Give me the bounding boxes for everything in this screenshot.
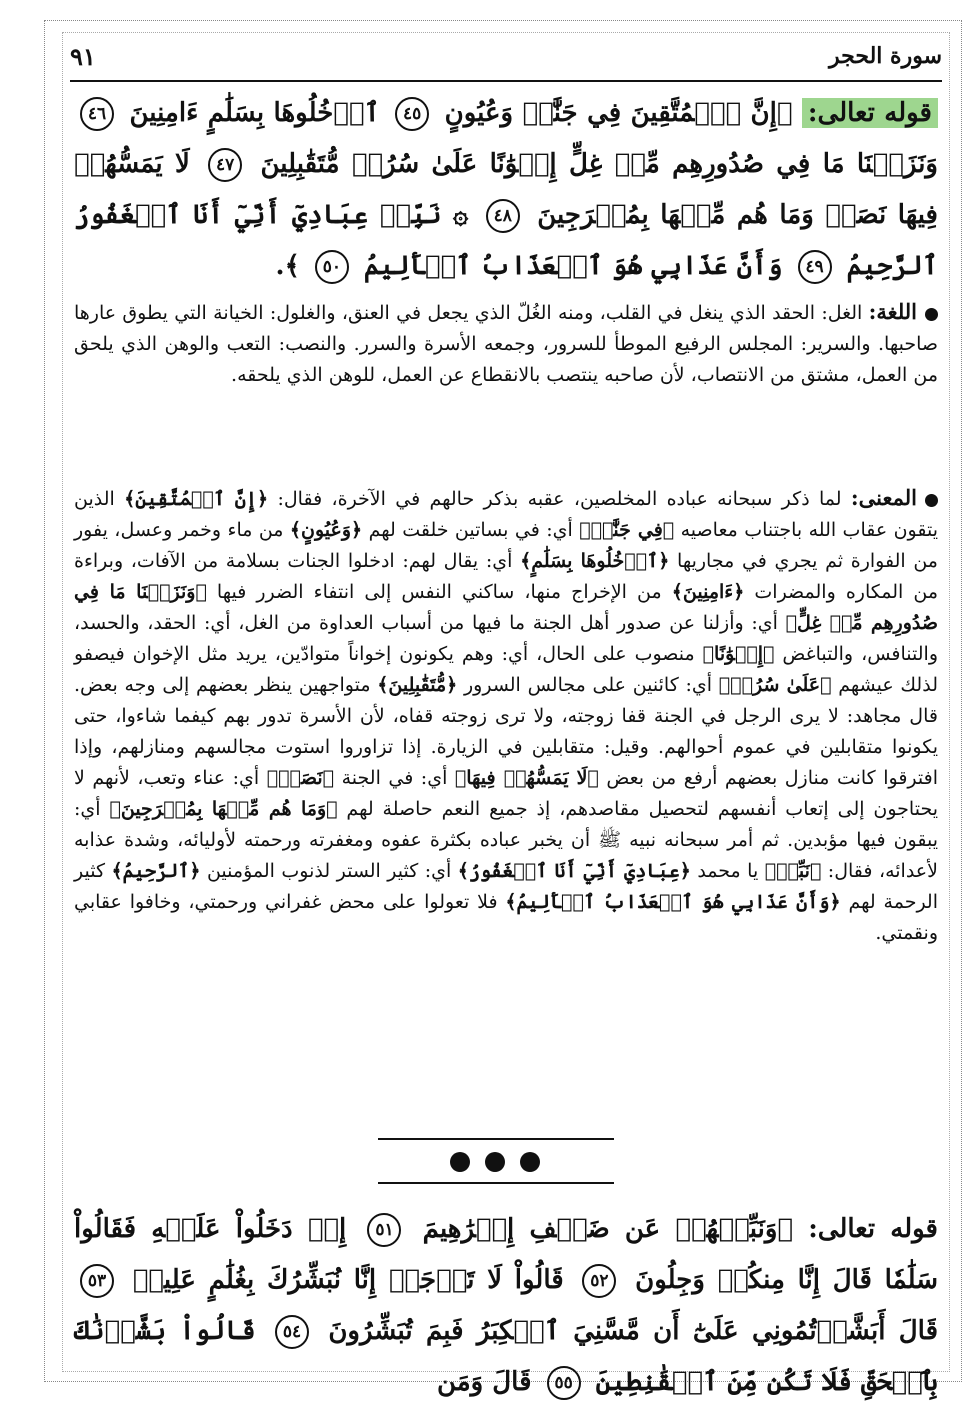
verse-text: وَأَنَّ عَذَابِي هُوَ ٱلۡعَذَابُ ٱلۡأَلِيمُ bbox=[354, 251, 792, 281]
ayah-number-marker: ٥٤ bbox=[275, 1315, 309, 1349]
commentary-text: كثير الرحمة لهم bbox=[74, 860, 938, 913]
mana-paragraph bbox=[74, 482, 938, 949]
quran-quote: ﴿وَمَا هُم مِّنۡهَا بِمُخۡرَجِينَ﴾ bbox=[109, 798, 338, 820]
commentary-text: من ماء وخمر وعسل، يفور من الفوارة ثم يجري في مجاريها bbox=[74, 519, 938, 572]
dot-icon bbox=[485, 1152, 505, 1172]
intro-label: قوله تعالى: bbox=[808, 1214, 938, 1244]
quran-quote: ﴿وَأَنَّ عَذَابِي هُوَ ٱلۡعَذَابُ ٱلۡأَلِيمُ﴾ bbox=[505, 891, 841, 913]
dot-icon bbox=[450, 1152, 470, 1172]
verse-text: ﴿وَنَبِّئۡهُمۡ عَن ضَيۡفِ إِبۡرَٰهِيمَ bbox=[407, 1214, 793, 1244]
ayah-number-marker: ٤٨ bbox=[486, 199, 520, 233]
commentary-text: أي: في بساتين خلقت لهم bbox=[362, 519, 580, 541]
quran-quote: ﴿ءَامِنِينَ﴾ bbox=[671, 581, 745, 603]
verse-text: قَالَ أَبَشَّرۡتُمُونِي عَلَىٰٓ أَن مَّسَّنِيَ ٱلۡكِبَرُ فَبِمَ تُبَشِّرُونَ bbox=[315, 1316, 938, 1346]
verse-text: ٱدۡخُلُوهَا بِسَلَٰمٍ ءَامِنِينَ bbox=[120, 98, 390, 128]
mana-label: المعنى: bbox=[850, 485, 917, 510]
commentary-text: يا محمد bbox=[690, 860, 765, 882]
quran-quote: ﴿مُّتَقَٰبِلِينَ﴾ bbox=[377, 674, 458, 696]
commentary-text: من الإخراج منها، ساكني النفس إلى انتفاء الضرر فيها bbox=[206, 581, 672, 603]
verse-text: لَا يَمَسُّهُمۡ فِيهَا نَصَبٞ وَمَا هُم مِّنۡهَا بِمُخۡرَجِينَ bbox=[74, 149, 938, 230]
ayah-number-marker: ٤٥ bbox=[395, 97, 429, 131]
commentary-text: أي: في الجنة bbox=[334, 767, 455, 789]
commentary-text: أي: كائنين على مجالس السرور bbox=[457, 674, 719, 696]
verse-text: قَالُواْ بَشَّرۡنَٰكَ بِٱلۡحَقِّ فَلَا تَكُن مِّنَ ٱلۡقَٰنِطِينَ bbox=[74, 1316, 938, 1397]
quran-quote: ﴿إِنَّ ٱلۡمُتَّقِينَ﴾ bbox=[124, 488, 269, 510]
section-divider-top bbox=[378, 1138, 614, 1140]
mana-text bbox=[74, 488, 938, 944]
verse-text: وَنَزَعۡنَا مَا فِي صُدُورِهِم مِّنۡ غِلٍّ إِخۡوَٰنًا عَلَىٰ سُرُرٖ مُّتَقَٰبِلِينَ bbox=[248, 149, 938, 179]
verse-text: ﴿إِنَّ ٱلۡمُتَّقِينَ فِي جَنَّٰتٖ وَعُيُونٍ bbox=[435, 98, 793, 128]
quran-quote: ﴿فِي جَنَّٰتٖ﴾ bbox=[579, 519, 675, 541]
quran-quote: ﴿عَلَىٰ سُرُرٖ﴾ bbox=[718, 674, 832, 696]
commentary-text: منصوب على الحال، أي: وهم يكونون إخواناً متوادّين، يريد مثل الإخوان فيصفو لذلك عيشهم bbox=[74, 643, 938, 696]
ayah-number-marker: ٤٧ bbox=[208, 148, 242, 182]
verse-text: إِذۡ دَخَلُواْ عَلَيۡهِ فَقَالُواْ سَلَٰمٗا قَالَ إِنَّا مِنكُمۡ وَجِلُونَ bbox=[74, 1214, 938, 1295]
quran-quote: ﴿لَا يَمَسُّهُمۡ فِيهَا﴾ bbox=[454, 767, 599, 789]
ayah-number-marker: ٥٣ bbox=[80, 1264, 114, 1298]
ayah-number-marker: ٤٩ bbox=[798, 250, 832, 284]
commentary-text: أي: كثير الستر لذنوب المؤمنين bbox=[200, 860, 458, 882]
ayah-number-marker: ٥١ bbox=[367, 1213, 401, 1247]
quran-quote: ﴿إِخۡوَٰنًا﴾ bbox=[702, 643, 775, 665]
ayah-number-marker: ٥٢ bbox=[582, 1264, 616, 1298]
verses-block-2 bbox=[74, 1204, 938, 1408]
ayah-number-marker: ٥٠ bbox=[315, 250, 349, 284]
verse-text: قَالَ وَمَن bbox=[436, 1367, 541, 1397]
quran-quote: ﴿نَصَبٞ﴾ bbox=[266, 767, 335, 789]
verse-text: قَالُواْ لَا تَوۡجَلۡ إِنَّا نُبَشِّرُكَ بِغُلَٰمٍ عَلِيمٖ bbox=[120, 1265, 577, 1295]
quran-quote: ﴿نَبِّئۡ﴾ bbox=[764, 860, 822, 882]
bullet-icon bbox=[925, 494, 938, 507]
lugha-text: الغل: الحقد الذي ينغل في القلب، ومنه الغُلّ الذي يجعل في العنق، والغلول: الخيانة التي يطوق عارها صاحبها. والسرير: المجلس الرفيع الموطأ للسرور، وجمعه الأسرة والسرر. والنصب: التعب والوهن الذي يلحق من العمل، مشتق من الانتصاب، لأن صاحبه ينتصب بالانقطاع عن العمل، للوهن الذي يلحقه. bbox=[74, 302, 938, 386]
commentary-text: أي: عناء وتعب، لأنهم لا يحتاجون إلى إتعاب أنفسهم لتحصيل مقاصدهم، إذ جميع النعم حاصلة لهم bbox=[74, 767, 939, 820]
quran-quote: ﴿عِبَادِيٓ أَنِّيٓ أَنَا ٱلۡغَفُورُ﴾ bbox=[457, 860, 691, 882]
section-separator-dots bbox=[450, 1150, 540, 1174]
dot-icon bbox=[520, 1152, 540, 1172]
page-number: ٩١ bbox=[70, 41, 96, 71]
quran-quote: ﴿وَعُيُونٍ﴾ bbox=[289, 519, 363, 541]
commentary-text: الذين يتقون عقاب الله باجتناب معاصيه bbox=[74, 488, 938, 541]
commentary-text: فلا تعولوا على محض غفراني ورحمتي، وخافوا عقابي ونقمتي. bbox=[74, 891, 938, 944]
section-divider-bottom bbox=[378, 1182, 614, 1184]
commentary-text: لما ذكر سبحانه عباده المخلصين، عقبه بذكر حالهم في الآخرة، فقال: bbox=[268, 488, 842, 510]
commentary-text: أي: يقال لهم: ادخلوا الجنات بسلامة من الآفات، وبراءة من المكاره والمضرات bbox=[74, 550, 939, 603]
lugha-label: اللغة: bbox=[868, 299, 917, 324]
ayah-number-marker: ٤٦ bbox=[80, 97, 114, 131]
quran-quote: ﴿ٱدۡخُلُوهَا بِسَلَٰمٍ﴾ bbox=[520, 550, 670, 572]
ayah-number-marker: ٥٥ bbox=[547, 1366, 581, 1400]
quran-quote: ﴿ٱلرَّحِيمُ﴾ bbox=[111, 860, 201, 882]
header-divider bbox=[70, 80, 942, 82]
lugha-paragraph bbox=[74, 296, 938, 391]
verse-end: ﴾. bbox=[275, 251, 300, 281]
commentary-text: متواجهين ينظر بعضهم إلى وجه بعض. قال مجاهد: لا يرى الرجل في الجنة قفا زوجته، ولا ترى زوجته قفاه، لأن الأسرة تدور بهم كيفما شاءوا، حتى يكونوا متقابلين في عموم أحوالهم. وقيل: متقابلين في الزيارة. إذا تزاوروا استوت مجالسهم ومنازلهم، وإذا افترقوا كانت منازل بعضهم أرفع من بعض bbox=[74, 674, 938, 789]
verses-block-1 bbox=[74, 88, 938, 292]
bullet-icon bbox=[925, 308, 938, 321]
page-header bbox=[70, 32, 942, 80]
surah-name: سورة الحجر bbox=[829, 43, 942, 69]
quran-quote: ﴿وَنَزَعۡنَا مَا فِي صُدُورِهِم مِّنۡ غِلٍّ﴾ bbox=[74, 581, 939, 634]
commentary-text: أي: يبقون فيها مؤبدين. ثم أمر سبحانه نبيه ﷺ أن يخبر عباده بكثرة عفوه ومغفرته ورحمته لأوليائه، وشدة عذابه لأعدائه، فقال: bbox=[74, 798, 938, 882]
verse-text: ۞ نَبِّئۡ عِبَادِيٓ أَنِّيٓ أَنَا ٱلۡغَفُورُ ٱلرَّحِيمُ bbox=[74, 200, 938, 281]
commentary-text: أي: وأزلنا عن صدور أهل الجنة ما فيها من أسباب العداوة من الغل، أي: الحقد، والحسد، والتنافس، والتباغض bbox=[74, 612, 939, 665]
intro-label-highlight: قوله تعالى: bbox=[802, 98, 938, 128]
